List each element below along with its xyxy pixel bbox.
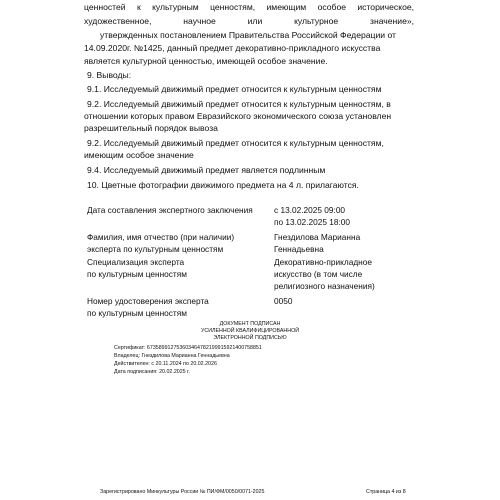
word: к [136, 2, 141, 12]
word: или [247, 16, 263, 26]
name-value-2: Геннадьевна [274, 244, 324, 254]
conclusion-10: 10. Цветные фотографии движимого предмета на 4 л. прилагаются. [87, 180, 359, 190]
date-label: Дата составления экспертного заключения [87, 205, 253, 215]
name-label-1: Фамилия, имя отчество (при наличии) [87, 232, 235, 242]
signature-date: Дата подписания: 20.02.2025 г. [114, 369, 190, 375]
spec-value-2: искусство (в том числе [274, 269, 363, 279]
intro-line-4: 14.09.2020г. №1425, данный предмет декоративно-прикладного искусства [84, 43, 381, 53]
spec-label-1: Специализация эксперта [87, 257, 185, 267]
signature-certificate: Сертификат: 673589912753603464782199915921400758851 [114, 345, 262, 351]
spec-value-3: религиозного назначения) [274, 281, 375, 291]
conclusion-9-4: 9.4. Исследуемый движимый предмет является подлинным [87, 165, 326, 175]
intro-line-5: является культурной ценностью, имеющей особое значение. [84, 56, 328, 66]
conclusion-9-2b-line-1: 9.2. Исследуемый движимый предмет относится к культурным ценностям, [87, 138, 384, 148]
word: историческое, [357, 2, 415, 12]
name-label-2: эксперта по культурным ценностям [87, 244, 224, 254]
word: культурным [152, 2, 199, 12]
conclusion-9-2-line-3: разрешительный порядок вывоза [84, 123, 218, 133]
intro-line-1 [84, 2, 414, 13]
footer-page-number: Страница 4 из 8 [366, 489, 406, 495]
date-from: с 13.02.2025 09:00 [274, 205, 346, 215]
signature-owner: Владелец: Гнездилова Марианна Геннадьевна [114, 353, 230, 359]
signature-title-1: ДОКУМЕНТ ПОДПИСАН [219, 321, 281, 327]
word: культурное [294, 16, 339, 26]
word: художественное, [84, 16, 152, 26]
cert-label-1: Номер удостоверения эксперта [87, 296, 209, 306]
word: научное [183, 16, 216, 26]
word: ценностей [84, 2, 126, 12]
conclusion-9-1: 9.1. Исследуемый движимый предмет относится к культурным ценностям [87, 84, 382, 94]
cert-value: 0050 [274, 296, 293, 306]
word: имеющим [266, 2, 307, 12]
conclusion-9-2-line-2: отношении которых правом Евразийского экономического союза установлен [84, 111, 392, 121]
cert-label-2: по культурным ценностям [87, 308, 187, 318]
word: особое [317, 2, 347, 12]
signature-valid: Действителен: с 20.11.2024 по 20.02.2026 [114, 361, 217, 367]
intro-line-2 [84, 16, 414, 27]
word: значение», [370, 16, 415, 26]
signature-title-2: УСИЛЕННОЙ КВАЛИФИЦИРОВАННОЙ [201, 328, 299, 334]
spec-label-2: по культурным ценностям [87, 269, 187, 279]
conclusion-9-2b-line-2: имеющим особое значение [84, 150, 194, 160]
spec-value-1: Декоративно-прикладное [274, 257, 372, 267]
date-to: по 13.02.2025 18:00 [274, 217, 351, 227]
signature-title-3: ЭЛЕКТРОННОЙ ПОДПИСЬЮ [213, 335, 287, 341]
footer-registration: Зарегистрировано Минкультуры России № ПИ/ФМ/0050/0071-2025 [100, 489, 265, 495]
name-value-1: Гнездилова Марианна [274, 232, 361, 242]
intro-line-3: утвержденных постановлением Правительства Российской Федерации от [100, 30, 396, 40]
conclusions-heading: 9. Выводы: [87, 70, 132, 80]
conclusion-9-2-line-1: 9.2. Исследуемый движимый предмет относится к культурным ценностям, в [87, 99, 391, 109]
word: ценностям, [210, 2, 256, 12]
